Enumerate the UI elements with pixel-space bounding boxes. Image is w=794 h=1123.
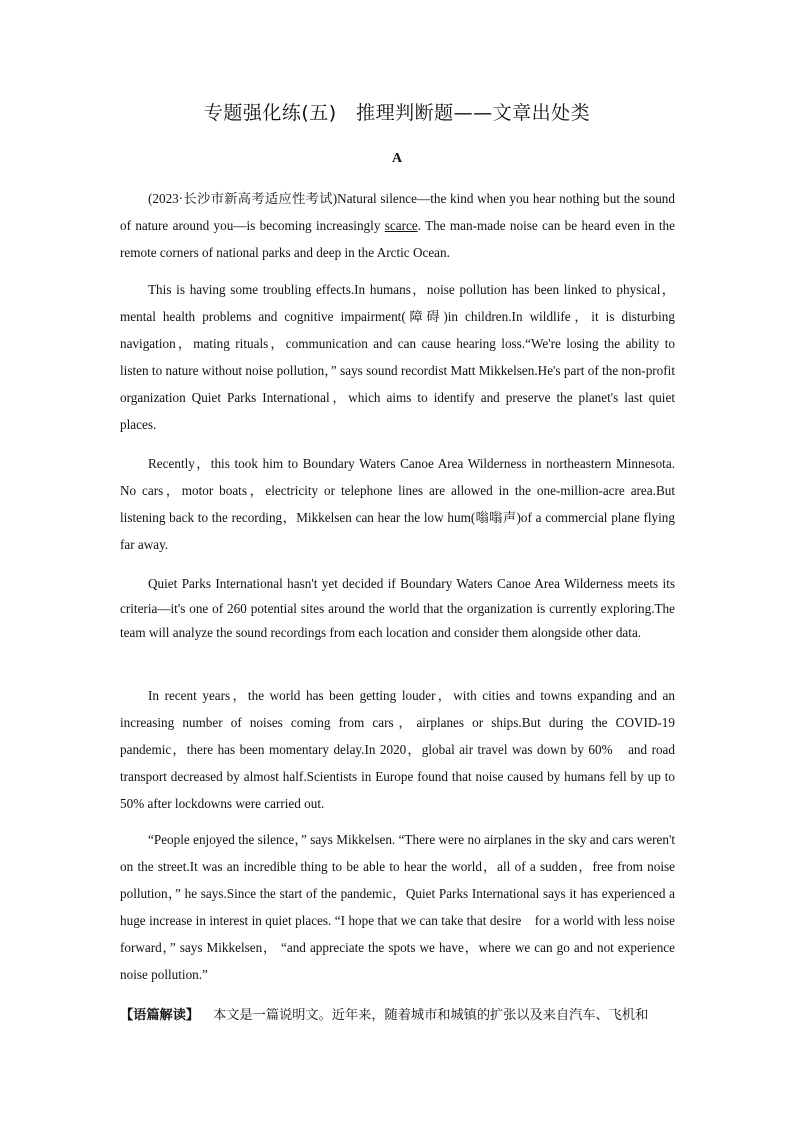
passage-analysis	[120, 1005, 680, 1027]
analysis-text: 本文是一篇说明文。近年来，随着城市和城镇的扩张以及来自汽车、飞机和	[213, 1008, 649, 1023]
section-label: A	[391, 151, 403, 166]
analysis-label: 【语篇解读】	[120, 1008, 200, 1023]
underlined-word-scarce: scarce	[384, 218, 418, 233]
paragraph-5: In recent years，the world has been getting louder，with cities and towns expanding and an increasing number of noises coming from cars，airplanes or ships.But during the COVID-19 pandemic，there has been momentary delay.In 2020，global air travel was down by 60% and road transport decreased by almost half.Scientists in Europe found that noise caused by humans fell by up to 50% after lockdowns were carried out.	[120, 688, 675, 811]
paragraph-3: Recently，this took him to Boundary Waters Canoe Area Wilderness in northeastern Minnesota. No cars，motor boats，electricity or telephone lines are allowed in the one-million-acre area.But listening back to the recording，Mikkelsen can hear the low hum(嗡嗡声)of a commercial plane flying far away.	[120, 456, 675, 552]
paragraph-6: “People enjoyed the silence，” says Mikkelsen. “There were no airplanes in the sky and cars weren't on the street.It was an incredible thing to be able to hear the world，all of a sudden，free from noise pollution，” he says.Since the start of the pandemic，Quiet Parks International says it has experienced a huge increase in interest in quiet places. “I hope that we can take that desire for a world with less noise forward，” says Mikkelsen， “and appreciate the spots we have，where we can go and not experience noise pollution.”	[120, 832, 675, 982]
paragraph-4: Quiet Parks International hasn't yet decided if Boundary Waters Canoe Area Wilderness meets its criteria—it's one of 260 potential sites around the world that the organization is currently exploring.The team will analyze the sound recordings from each location and consider them alongside other data.	[120, 576, 675, 640]
page-title: 专题强化练(五) 推理判断题——文章出处类	[203, 102, 591, 124]
paragraph-1-start: (2023·长沙市新高考适应性考试)Natural silence—the kind when you hear nothing but the sound of nature around you—is becoming increasingly	[120, 191, 675, 233]
paragraph-1	[120, 185, 675, 266]
paragraph-2: This is having some troubling effects.In humans，noise pollution has been linked to physical，mental health problems and cognitive impairment(障碍)in children.In wildlife，it is disturbing navigation，mating rituals，communication and can cause hearing loss.“We're losing the ability to listen to nature without noise pollution，” says sound recordist Matt Mikkelsen.He's part of the non-profit organization Quiet Parks International，which aims to identify and preserve the planet's last quiet places.	[120, 282, 675, 432]
paragraph-1-end: . The man-made noise can be heard even in the remote corners of national parks and deep in the Arctic Ocean.	[120, 218, 675, 260]
